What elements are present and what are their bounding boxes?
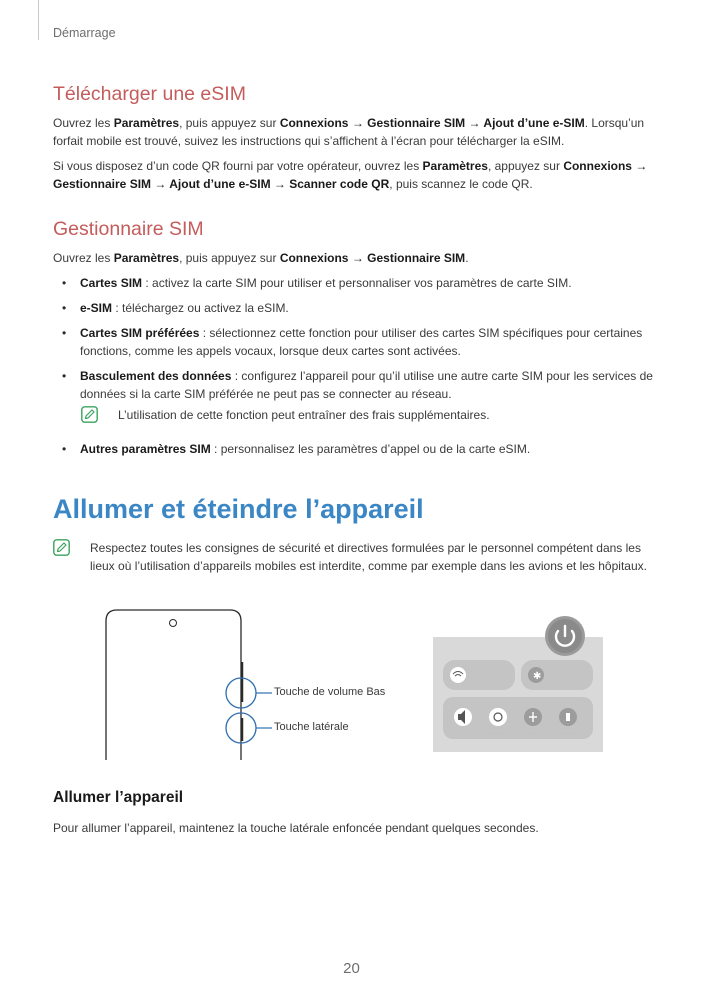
list-item: • Cartes SIM préférées : sélectionnez cette fonction pour utiliser des cartes SIM spécifiques pour certaines fonctions, comme les appels vocaux, lorsque deux cartes sont activées.: [62, 324, 654, 360]
sim-manager-intro: Ouvrez les Paramètres, puis appuyez sur Connexions → Gestionnaire SIM.: [53, 251, 469, 265]
phone-illustration: [53, 605, 653, 765]
list-item: • Autres paramètres SIM : personnalisez les paramètres d’appel ou de la carte eSIM.: [62, 440, 654, 458]
panel-label-airplane: Mode Avion: [525, 731, 541, 735]
list-item: • e-SIM : téléchargez ou activez la eSIM.: [62, 299, 654, 317]
esim-heading: Télécharger une eSIM: [53, 83, 246, 105]
safety-note: Respectez toutes les consignes de sécurité et directives formulées par le personnel compétent dans les lieux où l’utilisation d’appareils mobiles est interdite, comme par exemple dans les avions et les hôpitaux.: [53, 539, 653, 575]
esim-paragraph-1: Ouvrez les Paramètres, puis appuyez sur Connexions → Gestionnaire SIM → Ajout d’une e-SIM. Lorsqu’un forfait mobile est trouvé, suivez les instructions qui s’affichent à l’écran pour télécharger la eSIM.: [53, 116, 645, 148]
power-on-heading: Allumer l’appareil: [53, 789, 184, 806]
chapter-label: Démarrage: [53, 26, 116, 40]
power-heading: Allumer et éteindre l’appareil: [53, 494, 424, 524]
list-item: • Basculement des données : configurez l’appareil pour qu’il utilise une autre carte SIM pour les services de données si la carte SIM préférée ne peut pas se connecter au réseau.: [62, 367, 654, 403]
side-key-callout: Touche latérale: [274, 721, 349, 733]
svg-text:✱: ✱: [533, 671, 542, 682]
header-rule: [38, 0, 39, 40]
note-pencil-icon: [81, 406, 98, 423]
list-item: • Cartes SIM : activez la carte SIM pour utiliser et personnaliser vos paramètres de carte SIM.: [62, 274, 654, 292]
device-figure: [53, 605, 653, 765]
fees-note: L’utilisation de cette fonction peut entraîner des frais supplémentaires.: [81, 406, 490, 424]
sim-manager-list: [62, 274, 654, 403]
esim-paragraph-2: Si vous disposez d’un code QR fourni par votre opérateur, ouvrez les Paramètres, appuyez sur Connexions → Gestionnaire SIM → Ajout d’une e-SIM → Scanner code QR, puis scannez le code QR.: [53, 159, 648, 191]
sim-manager-heading: Gestionnaire SIM: [53, 218, 204, 240]
page-number: 20: [343, 960, 360, 977]
note-pencil-icon: [53, 539, 70, 556]
panel-label-flashlight: Lampe de poche: [558, 731, 581, 735]
sim-manager-list-2: [62, 440, 654, 458]
volume-down-callout: Touche de volume Bas: [274, 686, 386, 698]
panel-label-sound: Son: [455, 731, 461, 735]
power-on-body: Pour allumer l’appareil, maintenez la touche latérale enfoncée pendant quelques secondes.: [53, 821, 539, 835]
panel-label-rotation: Auto rotation: [490, 731, 508, 735]
